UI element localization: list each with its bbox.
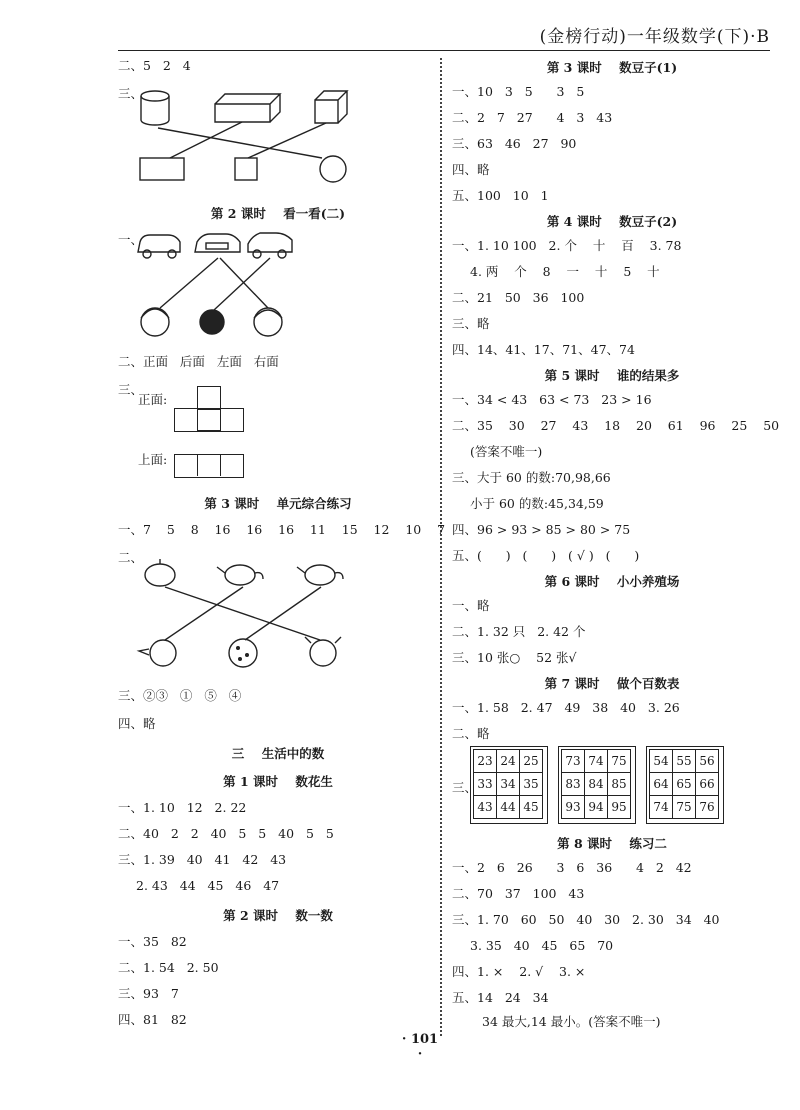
teapot-icon [297,565,343,585]
left-answer-line: 三、93 7 [118,986,179,1001]
solid-shapes-matching-figure [130,86,360,196]
lesson-title: 第 7 课时 做个百数表 [544,676,680,691]
left-answer-line: 二、 [118,550,144,565]
ladybug-icon [229,639,257,667]
left-answer-line: 一、1. 10 12 2. 22 [118,800,247,815]
grid-cell: 76 [696,796,719,819]
lesson-title: 第 5 课时 谁的结果多 [544,368,680,383]
hundred-chart-grid [649,749,719,819]
grid-cell: 73 [562,750,585,773]
left-answer-line: 二、1. 54 2. 50 [118,960,219,975]
right-answer-line: 二、1. 32 只 2. 42 个 [452,624,586,639]
boy-face-icon [254,308,282,336]
right-answer-line: 一、10 3 5 3 5 [452,84,585,99]
lesson-title: 第 3 课时 单元综合练习 [204,496,352,511]
circle-shape [320,156,346,182]
grid-cell: 25 [520,750,543,773]
left-answer-line: 三、 [118,382,144,397]
left-answer-line: 四、81 82 [118,1012,187,1027]
lesson-title: 第 2 课时 数一数 [223,908,333,923]
left-answer-line: 一、7 5 8 16 16 16 11 15 12 10 7 [118,522,446,537]
right-answer-line: 二、2 7 27 4 3 43 [452,110,613,125]
page-header: (金榜行动)一年级数学(下)·B [539,27,770,47]
lesson-title: 第 8 课时 练习二 [557,836,667,851]
grid-cell: 95 [608,796,631,819]
left-answer-line: 三、1. 39 40 41 42 43 [118,852,287,867]
girl-face-icon [141,308,169,336]
lesson-title: 第 4 课时 数豆子(2) [546,214,678,229]
grid-cell: 74 [650,796,673,819]
cylinder-shape [141,91,169,125]
lesson-title: 第 3 课时 数豆子(1) [546,60,678,75]
left-answer-line: 二、正面 后面 左面 右面 [118,354,279,369]
cube-shape [315,91,347,123]
right-answer-line: 三、略 [452,316,490,331]
match-line [170,122,242,158]
grid-cell: 43 [474,796,497,819]
right-answer-line: 一、34 < 43 63 < 73 23 > 16 [452,392,652,407]
pumpkin-teapot-icon [145,559,175,586]
right-answer-line: 三、10 张○ 52 张√ [452,650,577,665]
grid-cell: 55 [673,750,696,773]
right-answer-line: 二、70 37 100 43 [452,886,585,901]
right-answer-line: 五、100 10 1 [452,188,549,203]
grid-cell: 93 [562,796,585,819]
left-answer-line: 2. 43 44 45 46 47 [136,878,280,893]
grid-cell: 84 [585,773,608,796]
grid-cell: 64 [650,773,673,796]
car-back-icon [248,233,292,258]
right-answer-line: 二、21 50 36 100 [452,290,585,305]
front-view-label: 正面: [138,392,168,407]
lesson-title: 第 6 课时 小小养殖场 [544,574,680,589]
car-front-icon [195,234,240,252]
right-answer-line: 三、大于 60 的数:70,98,66 [452,470,611,485]
left-answer-line: 一、 [118,232,144,247]
right-answer-line: 小于 60 的数:45,34,59 [470,496,604,511]
right-answer-line: 一、2 6 26 3 6 36 4 2 42 [452,860,692,875]
right-answer-line: 四、14、41、17、71、47、74 [452,342,635,357]
calf-icon [305,637,341,666]
top-view-mid-square [197,454,221,476]
right-answer-line: 4. 两 个 8 一 十 5 十 [470,264,660,279]
hundred-chart-grid [473,749,543,819]
left-answer-line: 二、5 2 4 [118,58,191,73]
right-answer-line: 五、14 24 34 [452,990,549,1005]
right-answer-line: 四、96 > 93 > 85 > 80 > 75 [452,522,631,537]
match-line [165,587,243,640]
cars-matching-figure [130,230,300,345]
grid-cell: 44 [497,796,520,819]
left-answer-line: 三、②③ ① ⑤ ④ [118,688,242,703]
left-answer-line: 一、35 82 [118,934,187,949]
right-answer-line: 一、1. 10 100 2. 个 十 百 3. 78 [452,238,682,253]
rectangle-shape [140,158,184,180]
match-line [158,128,322,158]
match-line [165,587,320,640]
grid-cell: 56 [696,750,719,773]
grid-cell: 94 [585,796,608,819]
grid-cell: 66 [696,773,719,796]
right-answer-line: 34 最大,14 最小。(答案不唯一) [482,1014,661,1029]
hundred-chart-grid [561,749,631,819]
grid-cell: 33 [474,773,497,796]
child-back-icon [200,310,224,334]
left-answer-line: 三、 [118,86,144,101]
teapots-animals-matching-figure [135,555,365,675]
cuboid-shape [215,94,280,122]
grid-cell: 34 [497,773,520,796]
grid-cell: 75 [608,750,631,773]
right-answer-line: (答案不唯一) [470,444,543,459]
grid-cell: 74 [585,750,608,773]
page-number: · 101 · [401,1032,439,1062]
grid-cell: 23 [474,750,497,773]
grid-cell: 54 [650,750,673,773]
right-answer-line: 四、略 [452,162,490,177]
right-answer-line: 五、( ) ( ) ( √ ) ( ) [452,548,640,563]
grid-cell: 75 [673,796,696,819]
grid-cell: 83 [562,773,585,796]
match-line [245,587,321,640]
duck-icon [139,640,176,666]
right-answer-line: 二、略 [452,726,490,741]
car-side-icon [138,235,180,258]
right-answer-line: 三、 [452,780,478,795]
right-answer-line: 一、略 [452,598,490,613]
front-view-top-square [197,386,221,410]
front-view-mid-square [197,408,221,431]
grid-cell: 65 [673,773,696,796]
grid-cell: 45 [520,796,543,819]
match-line [160,258,218,308]
teapot-icon [217,565,263,585]
left-answer-line: 四、略 [118,716,156,731]
grid-cell: 85 [608,773,631,796]
match-line [248,123,326,158]
unit-title: 三 生活中的数 [231,746,325,761]
right-answer-line: 一、1. 58 2. 47 49 38 40 3. 26 [452,700,680,715]
right-answer-line: 三、63 46 27 90 [452,136,577,151]
column-divider [440,58,442,1036]
lesson-title: 第 2 课时 看一看(二) [210,206,346,221]
top-view-label: 上面: [138,452,168,467]
left-answer-line: 二、40 2 2 40 5 5 40 5 5 [118,826,334,841]
right-answer-line: 三、1. 70 60 50 40 30 2. 30 34 40 [452,912,720,927]
right-answer-line: 四、1. × 2. √ 3. × [452,964,586,979]
right-answer-line: 二、35 30 27 43 18 20 61 96 25 50 [452,418,780,433]
lesson-title: 第 1 课时 数花生 [223,774,333,789]
right-answer-line: 3. 35 40 45 65 70 [470,938,614,953]
grid-cell: 35 [520,773,543,796]
header-rule [118,50,770,51]
grid-cell: 24 [497,750,520,773]
square-shape [235,158,257,180]
